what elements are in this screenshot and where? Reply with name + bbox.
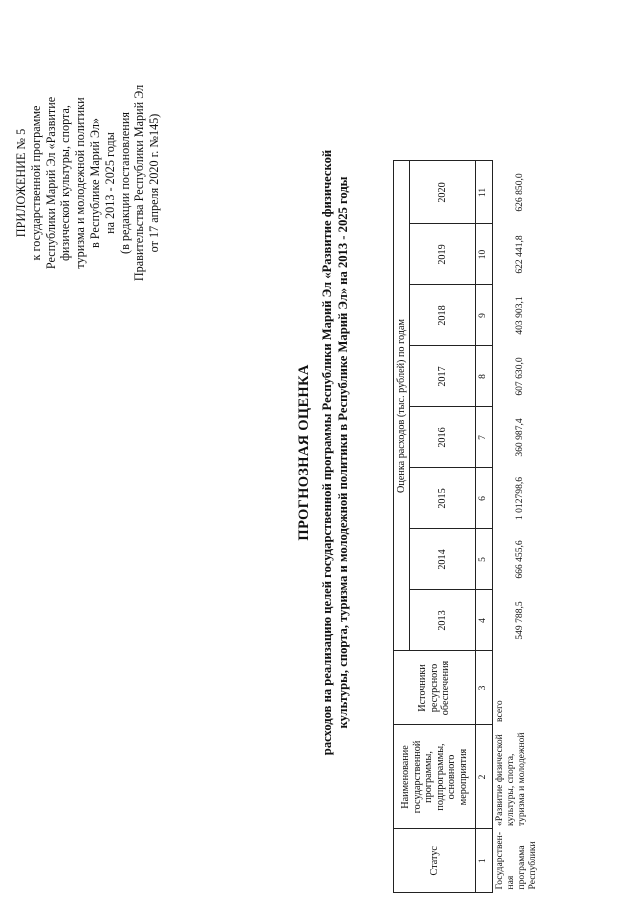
row-value: 1 012798,6 <box>493 468 548 529</box>
appendix-line: от 17 апреля 2020 г. №145) <box>147 113 162 253</box>
header-year: 2014 <box>410 529 476 590</box>
header-name: Наименование государственной программы, подпрограммы, основного мероприятия <box>394 725 476 829</box>
row-value: 607 630,0 <box>493 346 548 407</box>
document-subtitle <box>320 30 351 875</box>
row-value: 403 903,1 <box>493 285 548 346</box>
column-number: 2 <box>476 725 493 829</box>
column-number: 9 <box>476 285 493 346</box>
column-number: 8 <box>476 346 493 407</box>
appendix-line: на 2013 - 2025 годы <box>102 132 117 234</box>
header-source: Источники ресурсного обеспечения <box>394 651 476 725</box>
column-number: 1 <box>476 829 493 893</box>
row-value: 360 987,4 <box>493 407 548 468</box>
appendix-line: Правительства Республики Марий Эл <box>132 84 147 282</box>
header-year: 2020 <box>410 161 476 224</box>
column-number: 6 <box>476 468 493 529</box>
appendix-line: к государственной программе <box>28 105 43 261</box>
subtitle-line: расходов на реализацию целей государственной программы Республики Марий Эл «Развитие физической <box>320 149 334 756</box>
appendix-line: ПРИЛОЖЕНИЕ № 5 <box>14 128 28 238</box>
column-number: 10 <box>476 224 493 285</box>
header-year: 2015 <box>410 468 476 529</box>
expense-estimate-table <box>393 160 547 893</box>
header-year: 2019 <box>410 224 476 285</box>
row-source: всего <box>493 651 548 725</box>
appendix-line: (в редакции постановления <box>117 112 132 254</box>
appendix-block <box>14 33 162 333</box>
appendix-line: в Республике Марий Эл» <box>87 117 102 249</box>
row-value: 622 441,8 <box>493 224 548 285</box>
column-number: 7 <box>476 407 493 468</box>
header-estimate: Оценка расходов (тыс. рублей) по годам <box>394 161 410 651</box>
appendix-line: туризма и молодежной политики <box>73 97 88 269</box>
column-number: 3 <box>476 651 493 725</box>
subtitle-line: культуры, спорта, туризма и молодежной политики в Республике Марий Эл» на 2013 - 2025 годы <box>335 176 350 729</box>
row-status: Государствен-ная программа Республики <box>493 829 548 893</box>
header-year: 2018 <box>410 285 476 346</box>
appendix-line: Республики Марий Эл «Развитие <box>43 96 58 270</box>
column-number: 5 <box>476 529 493 590</box>
header-year: 2016 <box>410 407 476 468</box>
header-year: 2013 <box>410 590 476 651</box>
header-year: 2017 <box>410 346 476 407</box>
column-number: 11 <box>476 161 493 224</box>
table-row <box>493 161 548 893</box>
document-title: ПРОГНОЗНАЯ ОЦЕНКА <box>296 364 312 541</box>
row-value: 626 850,0 <box>493 161 548 224</box>
row-value: 666 455,6 <box>493 529 548 590</box>
row-name: «Развитие физической культуры, спорта, туризма и молодежной <box>493 725 548 829</box>
header-status: Статус <box>394 829 476 893</box>
column-number: 4 <box>476 590 493 651</box>
row-value: 549 788,5 <box>493 590 548 651</box>
appendix-line: физической культуры, спорта, <box>58 105 73 261</box>
